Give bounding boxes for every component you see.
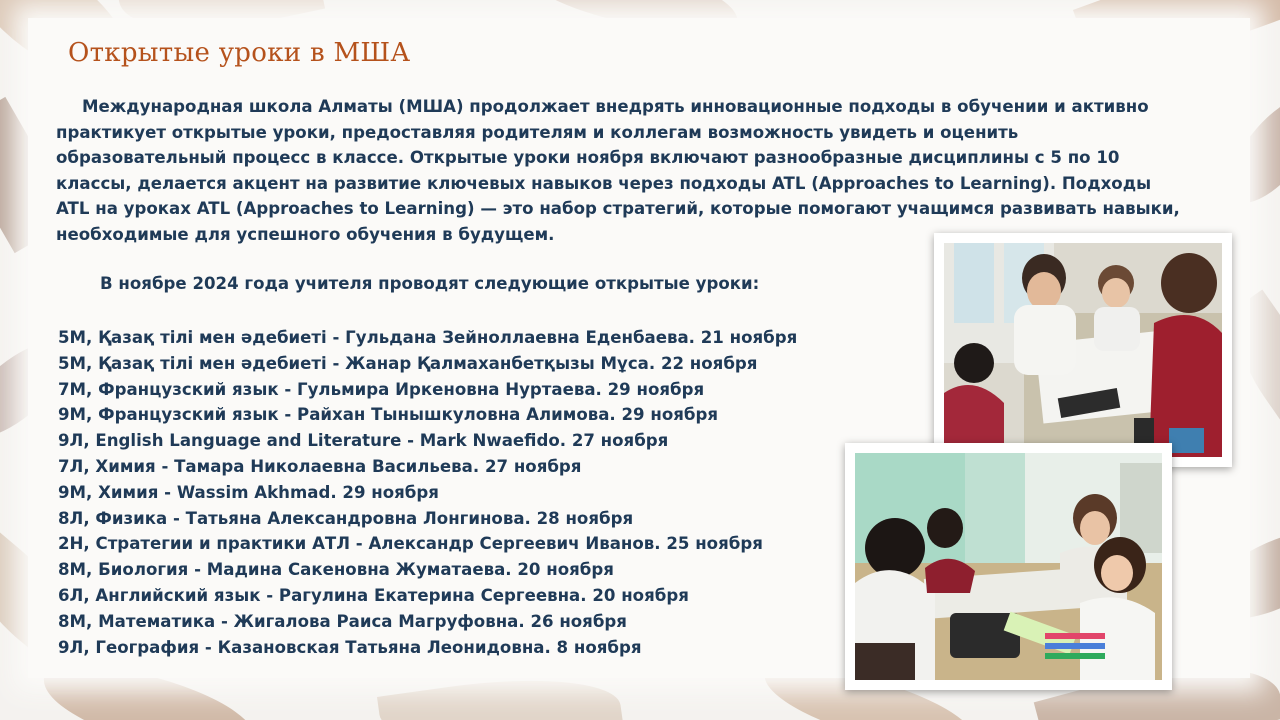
page-title: Открытые уроки в МША	[68, 38, 411, 68]
classroom-photo-top	[934, 233, 1232, 467]
lesson-item: 9Л, География - Казановская Татьяна Леонидовна. 8 ноября	[58, 637, 642, 657]
lessons-lead-text: В ноябре 2024 года учителя проводят следующие открытые уроки:	[100, 274, 760, 293]
lesson-item: 8М, Биология - Мадина Сакеновна Жуматаева. 20 ноября	[58, 560, 614, 580]
lesson-item: 5М, Қазақ тілі мен әдебиеті - Гульдана Зейноллаевна Еденбаева. 21 ноября	[58, 328, 798, 347]
lesson-item: 9Л, English Language and Literature - Mark Nwaefido. 27 ноября	[58, 431, 669, 451]
classroom-scene-illustration	[944, 243, 1222, 457]
classroom-photo-bottom	[845, 443, 1172, 690]
lesson-item: 2Н, Стратегии и практики АТЛ - Александр Сергеевич Иванов. 25 ноября	[58, 534, 763, 554]
intro-paragraph: Международная школа Алматы (МША) продолжает внедрять инновационные подходы в обучении и активно практикует открытые уроки, предоставляя родителям и коллегам возможность увидеть и оценить образовательный процесс в классе. Открытые уроки ноября включают разнообразные дисциплины с 5 по 10 классы, делается акцент на развитие ключевых навыков через подходы ATL (Approaches to Learning). Подходы ATL на уроках ATL (Approaches to Learning) — это набор стратегий, которые помогают учащимся развивать навыки, необходимые для успешного обучения в будущем.	[56, 97, 1180, 244]
lesson-item: 9М, Химия - Wassim Akhmad. 29 ноября	[58, 482, 439, 502]
lesson-item: 9М, Французский язык - Райхан Тынышкуловна Алимова. 29 ноября	[58, 405, 719, 425]
students-group-illustration	[855, 453, 1162, 680]
lesson-item: 6Л, Английский язык - Рагулина Екатерина Сергеевна. 20 ноября	[58, 585, 689, 605]
open-lessons-list	[58, 325, 797, 660]
lesson-item: 5М, Қазақ тілі мен әдебиеті - Жанар Қалмаханбетқызы Мұса. 22 ноября	[58, 353, 758, 373]
lesson-item: 8М, Математика - Жигалова Раиса Магруфовна. 26 ноября	[58, 611, 627, 631]
lesson-item: 7Л, Химия - Тамара Николаевна Васильева. 27 ноября	[58, 456, 582, 476]
lesson-item: 7М, Французский язык - Гульмира Иркеновна Нуртаева. 29 ноября	[58, 379, 705, 399]
lesson-item: 8Л, Физика - Татьяна Александровна Лонгинова. 28 ноября	[58, 508, 634, 528]
